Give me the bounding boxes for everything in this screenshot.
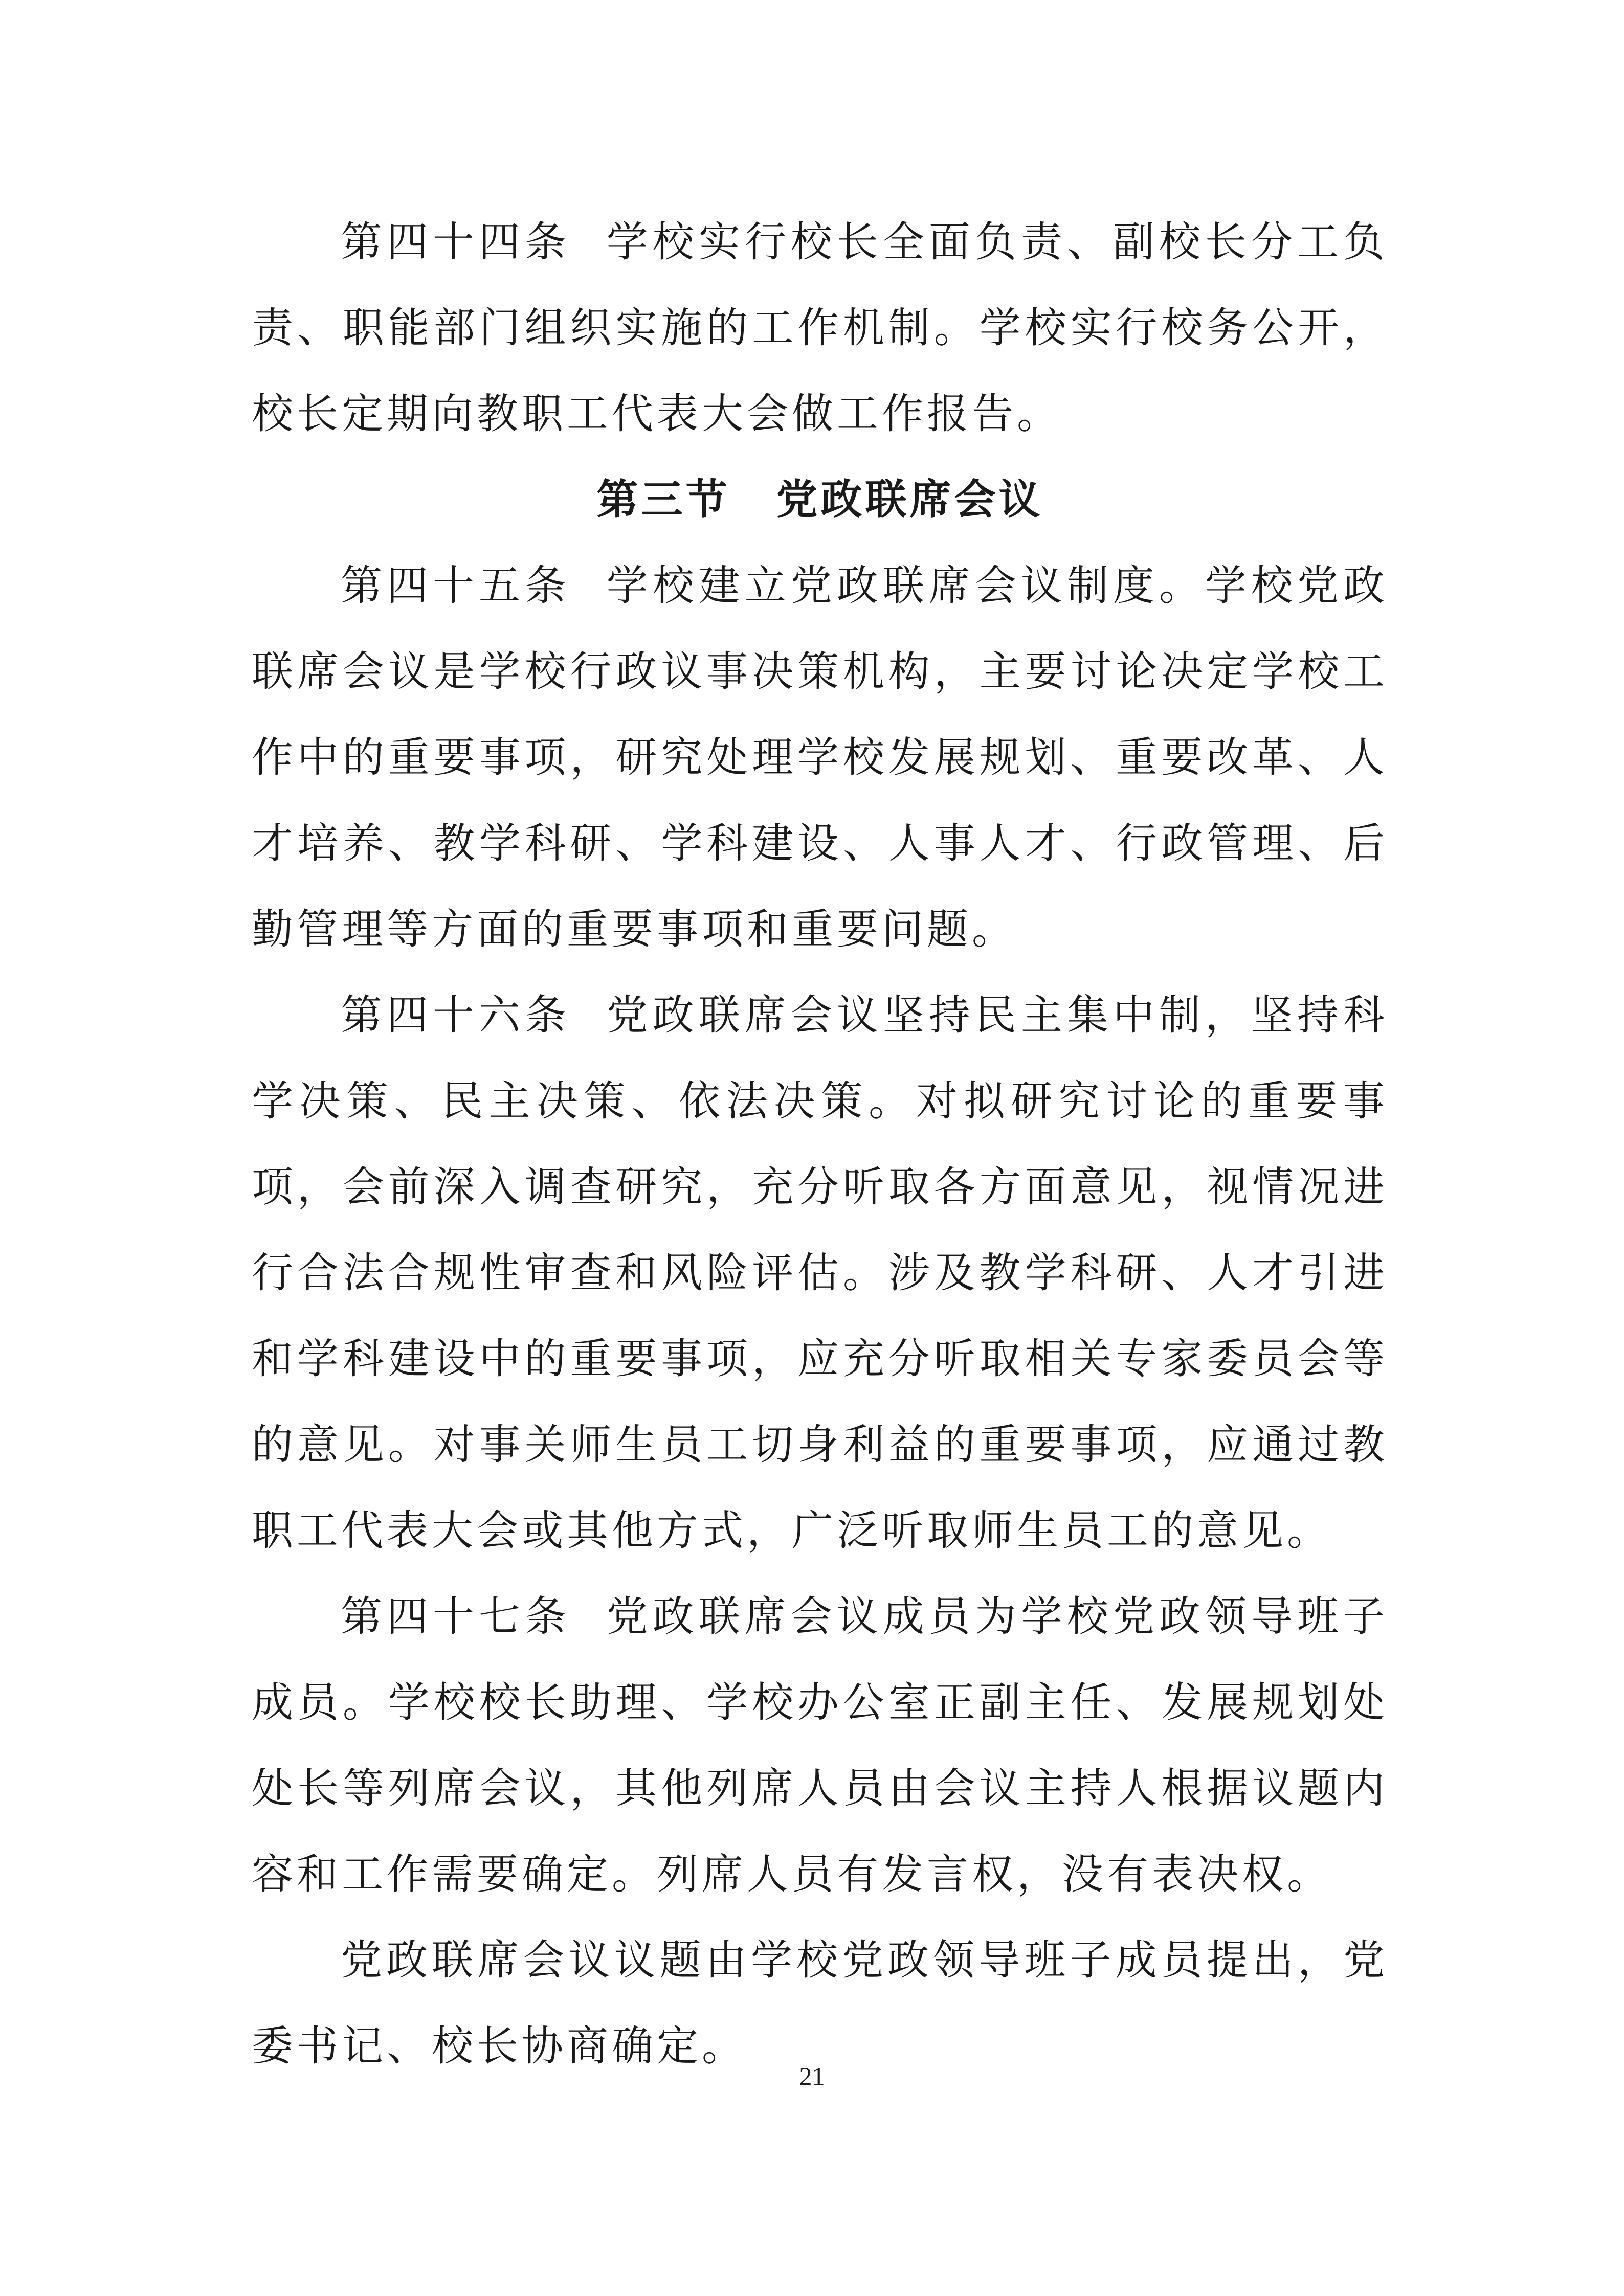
article-47-continuation-text: 党政联席会议议题由学校党政领导班子成员提出，党委书记、校长协商确定。 <box>252 1937 1388 2070</box>
article-44-label: 第四十四条 <box>341 218 571 266</box>
article-47-paragraph <box>252 1574 1388 1918</box>
section-heading <box>252 457 1388 543</box>
article-45-label: 第四十五条 <box>341 562 571 610</box>
article-45-paragraph <box>252 543 1388 973</box>
section-title: 党政联席会议 <box>776 476 1043 524</box>
section-number: 第三节 <box>596 476 730 524</box>
document-body <box>252 199 1388 2089</box>
page-number: 21 <box>799 2062 825 2090</box>
article-47-label: 第四十七条 <box>341 1593 571 1641</box>
article-46-label: 第四十六条 <box>341 992 571 1040</box>
article-45-text: 学校建立党政联席会议制度。学校党政联席会议是学校行政议事决策机构，主要讨论决定学校工作中的重要事项，研究处理学校发展规划、重要改革、人才培养、教学科研、学科建设、人事人才、行政管理、后勤管理等方面的重要事项和重要问题。 <box>252 562 1388 954</box>
article-47-text: 党政联席会议成员为学校党政领导班子成员。学校校长助理、学校办公室正副主任、发展规划处处长等列席会议，其他列席人员由会议主持人根据议题内容和工作需要确定。列席人员有发言权，没有表决权。 <box>252 1593 1388 1899</box>
article-46-paragraph <box>252 973 1388 1574</box>
article-44-text: 学校实行校长全面负责、副校长分工负责、职能部门组织实施的工作机制。学校实行校务公开，校长定期向教职工代表大会做工作报告。 <box>252 218 1388 438</box>
article-46-text: 党政联席会议坚持民主集中制，坚持科学决策、民主决策、依法决策。对拟研究讨论的重要事项，会前深入调查研究，充分听取各方面意见，视情况进行合法合规性审查和风险评估。涉及教学科研、人才引进和学科建设中的重要事项，应充分听取相关专家委员会等的意见。对事关师生员工切身利益的重要事项，应通过教职工代表大会或其他方式，广泛听取师生员工的意见。 <box>252 992 1388 1555</box>
article-44-paragraph <box>252 199 1388 457</box>
